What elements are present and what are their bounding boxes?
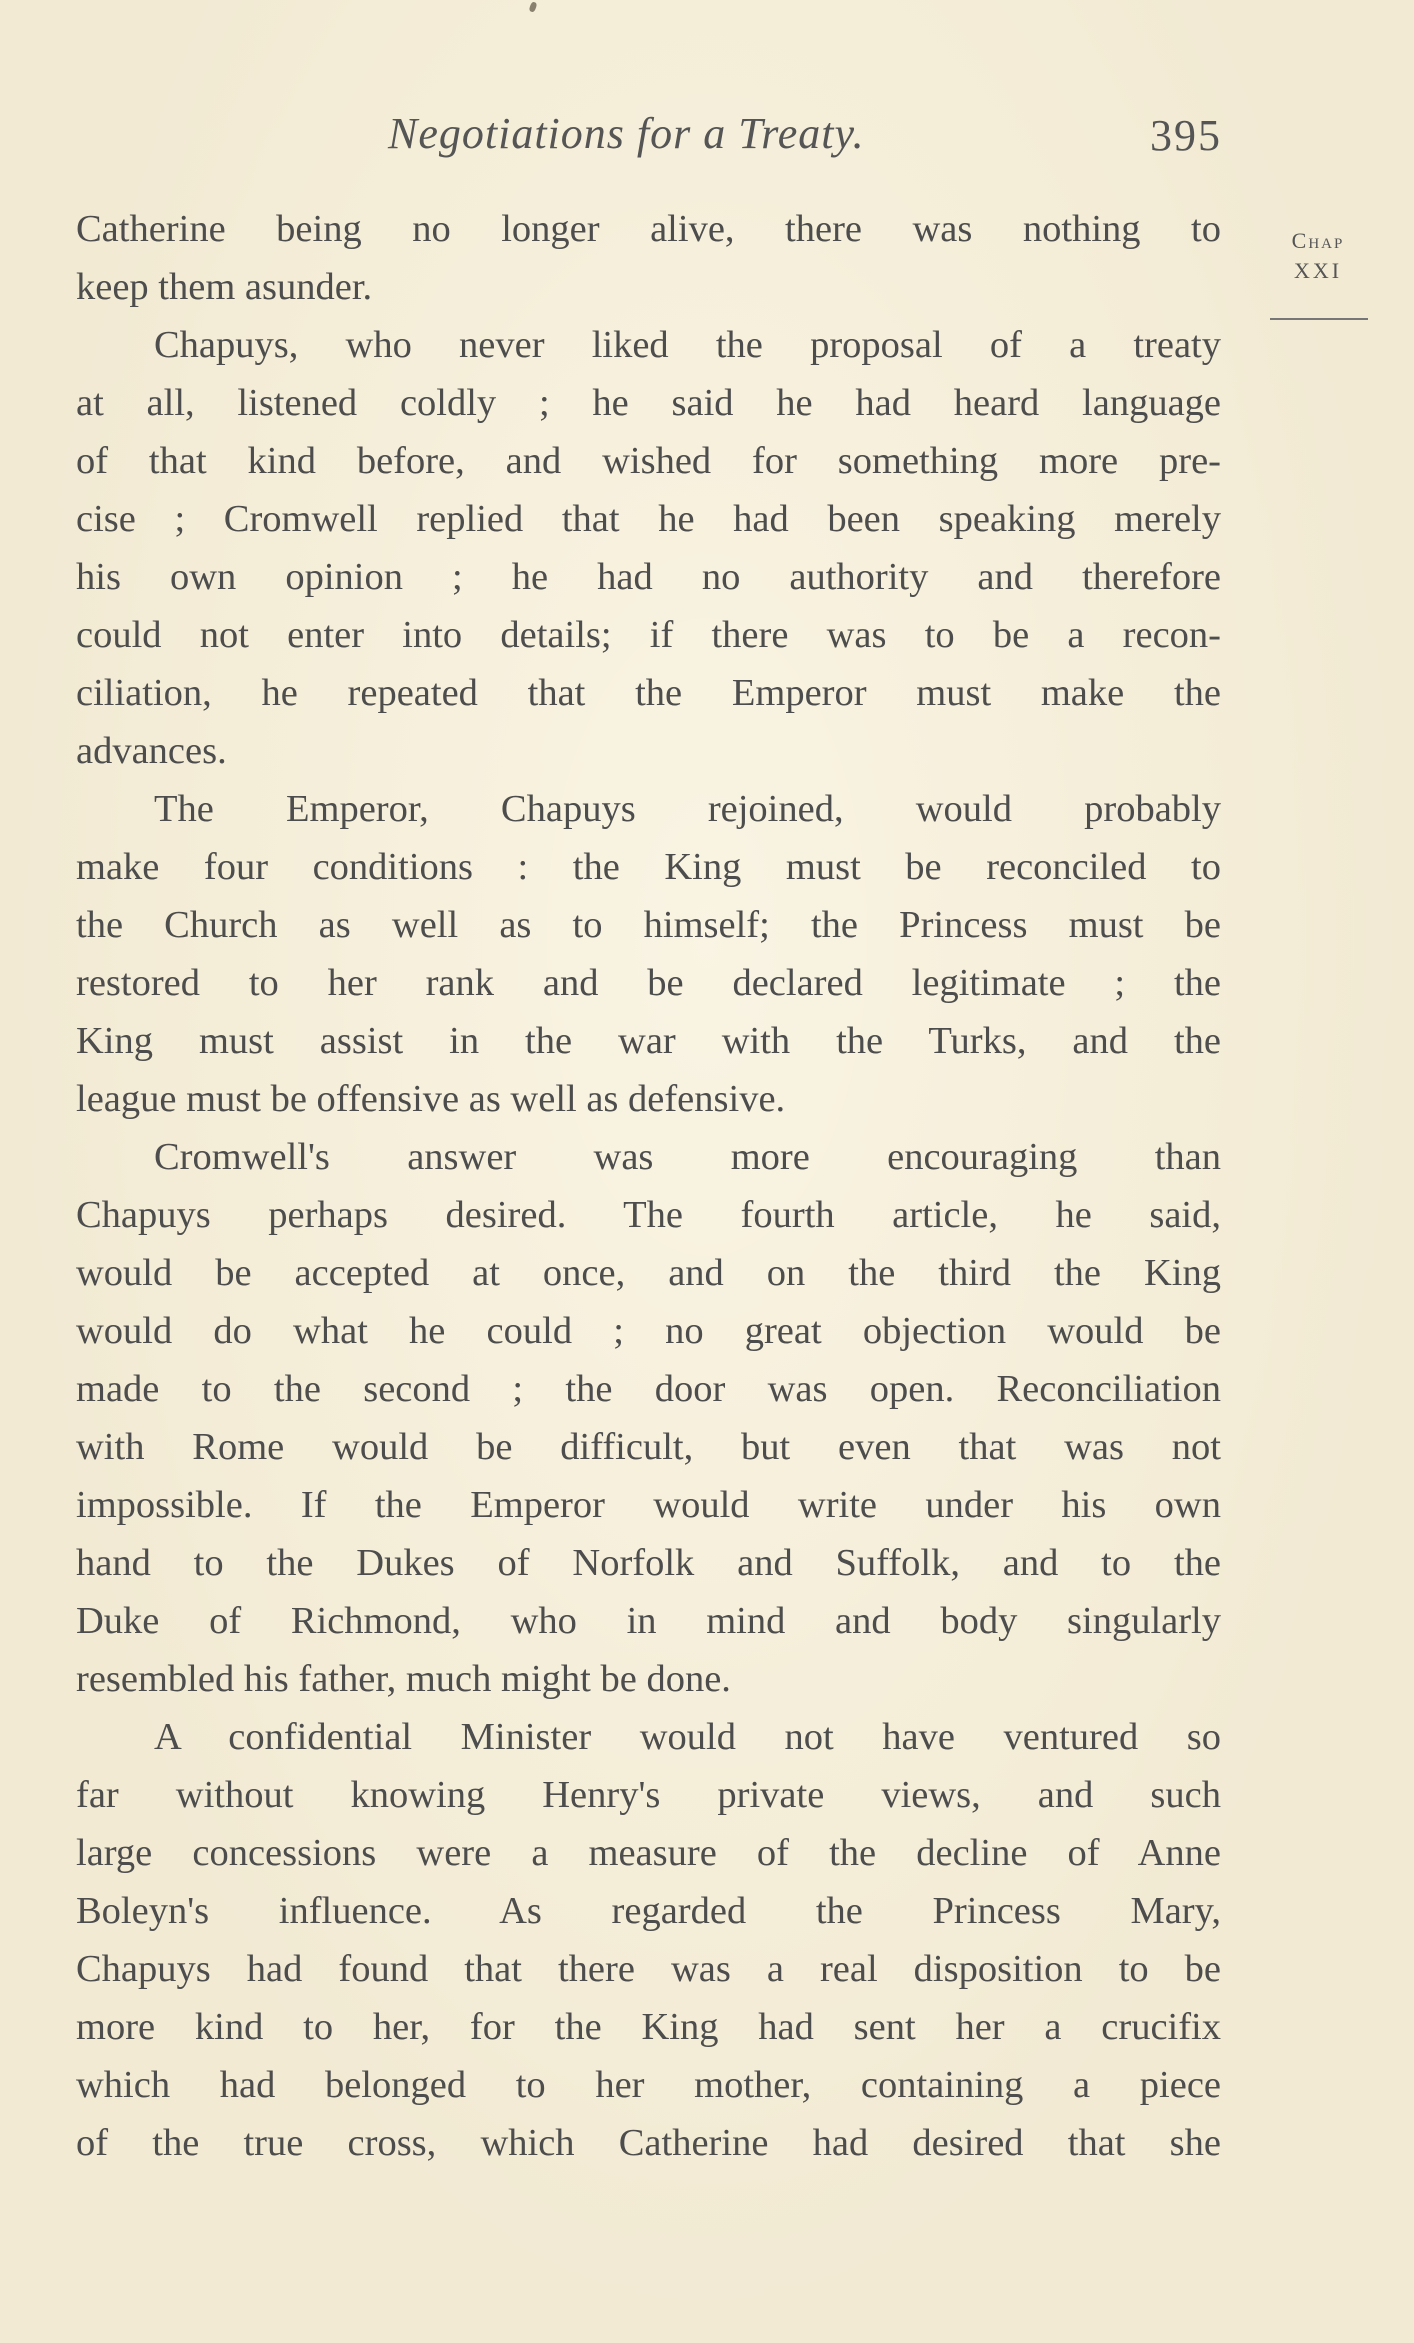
chapter-label: Chap	[1291, 228, 1345, 253]
text-line: keep them asunder.	[76, 266, 373, 308]
text-line: league must be offensive as well as defensive.	[76, 1078, 786, 1120]
margin-rule	[1270, 318, 1368, 320]
text-line: cise ; Cromwell replied that he had been speaking merely	[76, 498, 1221, 540]
text-line: King must assist in the war with the Turks, and the	[76, 1020, 1221, 1062]
text-line: resembled his father, much might be done.	[76, 1658, 731, 1700]
text-line: A confidential Minister would not have ventured so	[154, 1716, 1221, 1758]
text-line: which had belonged to her mother, containing a piece	[76, 2064, 1221, 2106]
text-line: large concessions were a measure of the decline of Anne	[76, 1832, 1221, 1874]
text-line: Chapuys, who never liked the proposal of a treaty	[154, 324, 1221, 366]
text-line: Cromwell's answer was more encouraging than	[154, 1136, 1221, 1178]
text-line: would do what he could ; no great objection would be	[76, 1310, 1221, 1352]
text-line: more kind to her, for the King had sent her a crucifix	[76, 2006, 1221, 2048]
text-line: Duke of Richmond, who in mind and body singularly	[76, 1600, 1221, 1642]
text-line: with Rome would be difficult, but even that was not	[76, 1426, 1221, 1468]
text-line: impossible. If the Emperor would write under his own	[76, 1484, 1221, 1526]
text-line: of the true cross, which Catherine had desired that she	[76, 2122, 1221, 2164]
text-line: Catherine being no longer alive, there was nothing to	[76, 208, 1221, 250]
text-line: ciliation, he repeated that the Emperor must make the	[76, 672, 1221, 714]
text-line: of that kind before, and wished for something more pre-	[76, 440, 1221, 482]
text-line: The Emperor, Chapuys rejoined, would probably	[154, 788, 1221, 830]
page-number: 395	[1150, 111, 1222, 160]
ink-speck	[528, 1, 537, 12]
text-line: Chapuys perhaps desired. The fourth article, he said,	[76, 1194, 1221, 1236]
text-line: hand to the Dukes of Norfolk and Suffolk, and to the	[76, 1542, 1221, 1584]
text-line: at all, listened coldly ; he said he had heard language	[76, 382, 1221, 424]
text-line: restored to her rank and be declared legitimate ; the	[76, 962, 1221, 1004]
text-line: Boleyn's influence. As regarded the Princess Mary,	[76, 1890, 1221, 1932]
text-line: advances.	[76, 730, 227, 772]
body-text	[76, 200, 1221, 2172]
text-line: make four conditions : the King must be reconciled to	[76, 846, 1221, 888]
text-line: his own opinion ; he had no authority and therefore	[76, 556, 1221, 598]
text-line: would be accepted at once, and on the third the King	[76, 1252, 1221, 1294]
text-line: far without knowing Henry's private views, and such	[76, 1774, 1221, 1816]
chapter-number: XXI	[1293, 258, 1343, 283]
running-title: Negotiations for a Treaty.	[388, 109, 865, 158]
text-line: made to the second ; the door was open. Reconciliation	[76, 1368, 1221, 1410]
text-line: Chapuys had found that there was a real disposition to be	[76, 1948, 1221, 1990]
text-line: could not enter into details; if there was to be a recon-	[76, 614, 1221, 656]
margin-chapter-note	[1268, 225, 1368, 285]
text-line: the Church as well as to himself; the Princess must be	[76, 904, 1221, 946]
